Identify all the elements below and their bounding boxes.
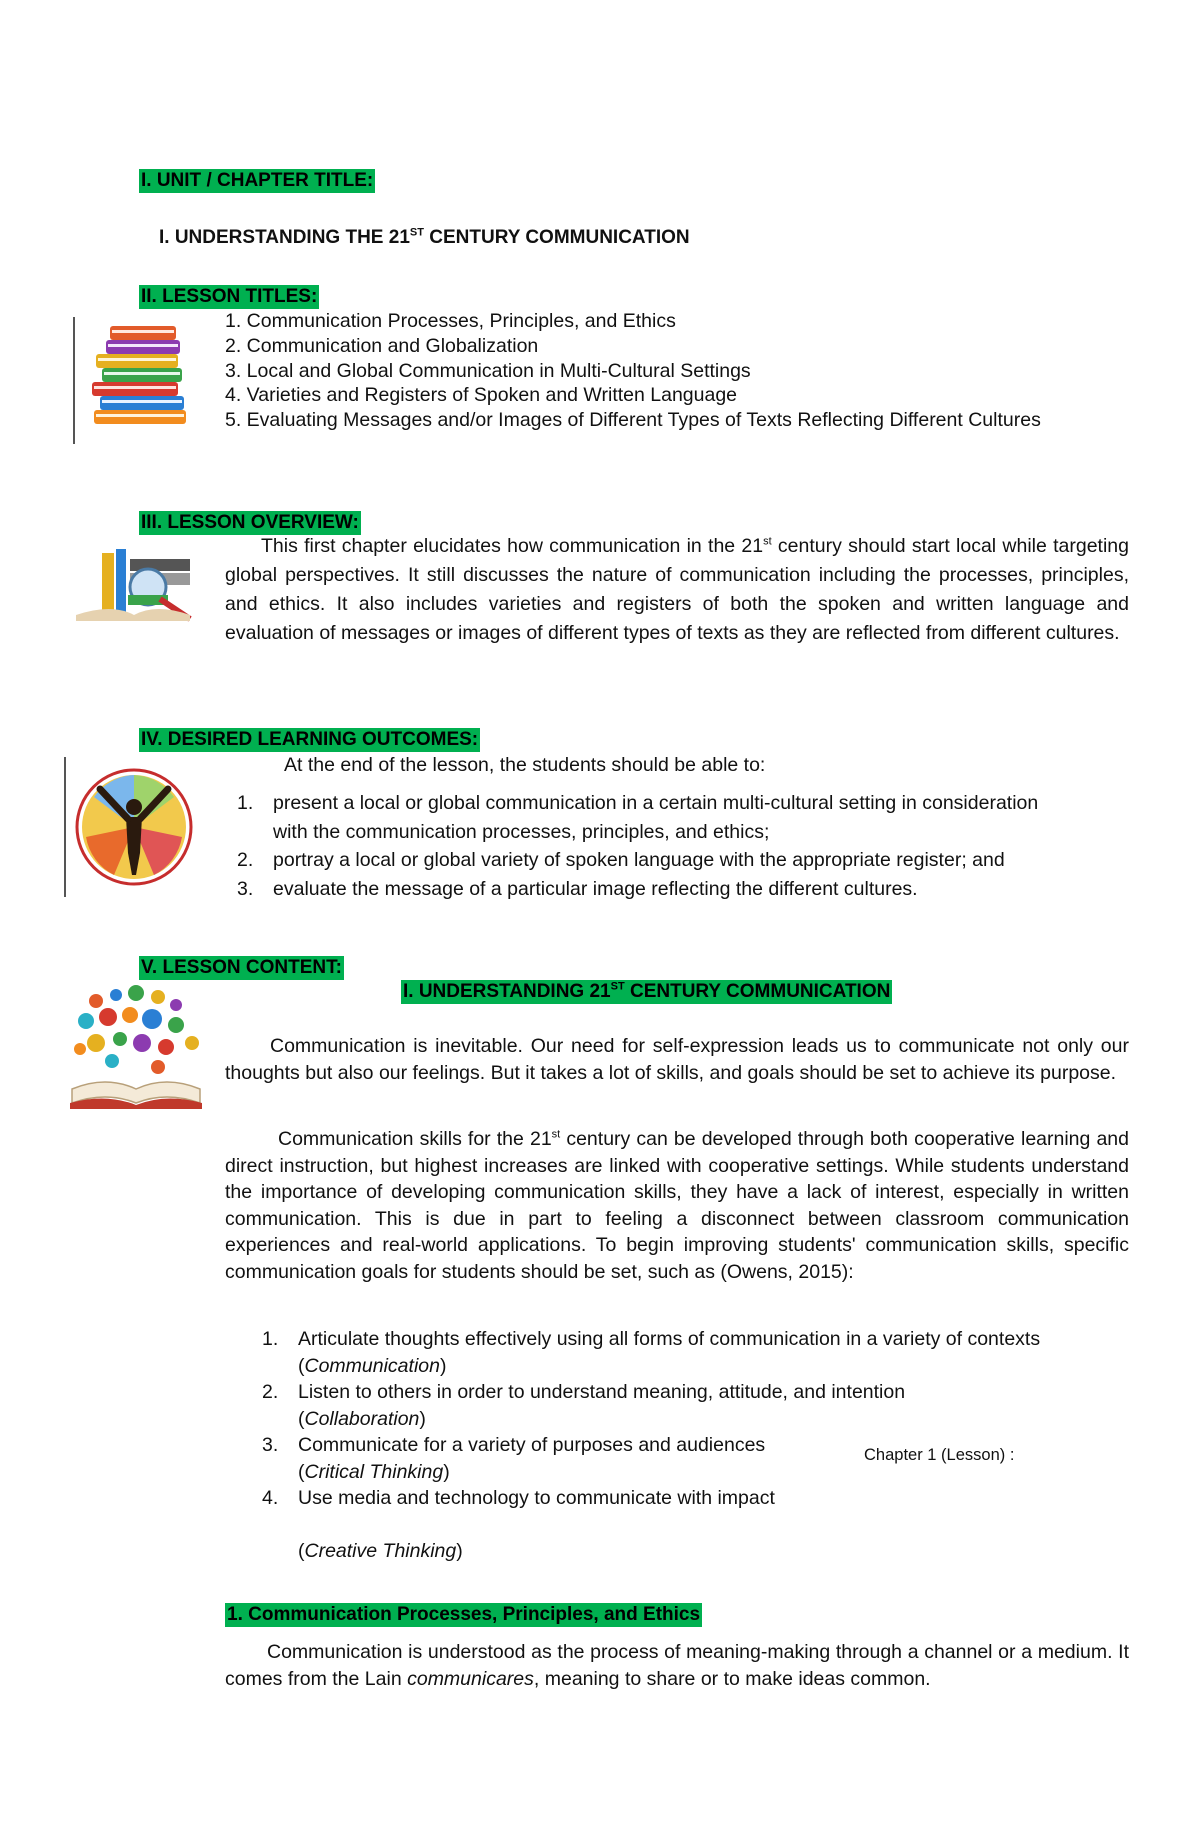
content-paragraph-1: Communication is inevitable. Our need for self-expression leads us to communicate not only our thoughts but also our feelings. But it takes a lot of skills, and goals should be set to achieve its purpose. <box>225 1035 1129 1084</box>
lesson-titles-heading: II. LESSON TITLES: <box>141 286 318 307</box>
study-books-icon <box>72 545 194 623</box>
lesson-title-item: 5. Evaluating Messages and/or Images of Different Types of Texts Reflecting Different Cultures <box>225 409 1041 432</box>
content-paragraph-3: Communication is understood as the process of meaning-making through a channel or a medium. It comes from the Lain communicares, meaning to share or to make ideas common. <box>225 1641 1129 1690</box>
sub-heading: 1. Communication Processes, Principles, and Ethics <box>227 1604 701 1625</box>
content-paragraph-2: Communication skills for the 21st century can be developed through both cooperative learning and direct instruction, but highest increases are linked with cooperative settings. While students understand the importance of developing communication skills, they have a lack of interest, especially in written communication. This is due in part to feeling a disconnect between classroom communication experiences and real-world applications. To begin improving students' communication skills, specific communication goals for students should be set, such as (Owens, 2015): <box>225 1128 1129 1283</box>
goal-item: 2. Listen to others in order to understand meaning, attitude, and intention (Collaboration) <box>262 1381 906 1430</box>
raised-arms-icon <box>74 767 194 887</box>
content-heading: V. LESSON CONTENT: <box>141 957 342 978</box>
unit-heading: I. UNIT / CHAPTER TITLE: <box>141 170 374 191</box>
chapter-footer-note: Chapter 1 (Lesson) : <box>864 1446 1015 1464</box>
unit-title: I. UNDERSTANDING THE 21ST CENTURY COMMUNICATION <box>159 226 690 248</box>
lesson-title-item: 4. Varieties and Registers of Spoken and Written Language <box>225 384 738 407</box>
outcomes-intro: At the end of the lesson, the students should be able to: <box>284 754 766 776</box>
section-divider <box>73 317 75 444</box>
outcome-item: 3. evaluate the message of a particular image reflecting the different cultures. <box>237 877 918 900</box>
lesson-title-item: 3. Local and Global Communication in Multi-Cultural Settings <box>225 359 751 382</box>
overview-heading: III. LESSON OVERVIEW: <box>141 512 359 533</box>
media-book-icon <box>66 985 206 1113</box>
books-stack-icon <box>86 318 196 433</box>
section-divider <box>64 757 66 897</box>
outcomes-list <box>237 789 1137 903</box>
content-title: I. UNDERSTANDING 21ST CENTURY COMMUNICATION <box>403 980 891 1002</box>
lesson-titles-list <box>225 309 1041 433</box>
goal-item: 4. Use media and technology to communicate with impact (Creative Thinking) <box>262 1487 775 1562</box>
lesson-title-item: 1. Communication Processes, Principles, and Ethics <box>225 310 676 332</box>
outcome-item: 1. present a local or global communication in a certain multi-cultural setting in consideration with the communication processes, principles, and ethics; <box>237 792 1039 843</box>
goal-item: 1. Articulate thoughts effectively using all forms of communication in a variety of contexts (Communication) <box>262 1328 1041 1377</box>
goal-item: 3. Communicate for a variety of purposes and audiences (Critical Thinking) <box>262 1434 766 1483</box>
lesson-title-item: 2. Communication and Globalization <box>225 334 539 357</box>
overview-paragraph: This first chapter elucidates how communication in the 21st century should start local while targeting global perspectives. It still discusses the nature of communication including the processes, principles, and ethics. It also includes varieties and registers of both the spoken and written language and evaluation of messages or images of different types of texts as they are reflected from different cultures. <box>225 535 1129 644</box>
outcome-item: 2. portray a local or global variety of spoken language with the appropriate register; and <box>237 849 1005 871</box>
outcomes-heading: IV. DESIRED LEARNING OUTCOMES: <box>141 729 479 750</box>
